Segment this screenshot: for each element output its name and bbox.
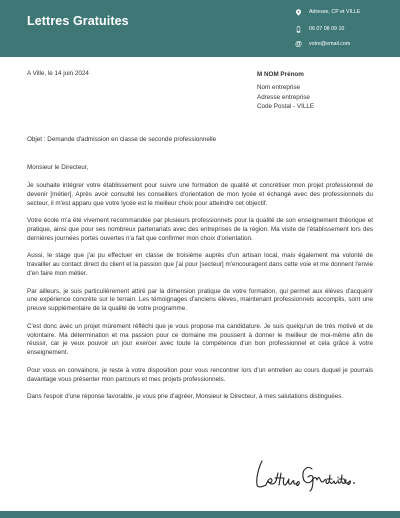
body-paragraph: Votre école m'a été vivement recommandée par plusieurs professionnels pour la qualité de son enseignement théorique et pratique, ainsi que pour ses nombreux partenariats avec des entreprises de la région. Ma visite de l'établissement lors des dernières journées portes ouvertes n'a fait que confirmer mon choix d'orientation. bbox=[27, 217, 373, 242]
body-paragraph: Aussi, le stage que j'ai pu effectuer en classe de troisième auprès d'un artisan local, mais également ma volonté de travailler au contact direct du client et la passion que j'ai pour [secteur] m'encouragent dans cette voie et me donnent l'envie d'en faire mon métier. bbox=[27, 252, 373, 277]
phone-icon bbox=[294, 25, 303, 34]
recipient-company: Nom entreprise bbox=[257, 84, 301, 92]
body-paragraph: C'est donc avec un projet mûrement réfléchi que je vous propose ma candidature. Je suis quelqu'un de très motivé et de volontaire. Ma détermination et ma passion pour ce domaine me poussent à donner le meilleur de moi-même afin de réussir, car je veux pouvoir un jour exercer avec toute la compétence d'un bon professionnel et cela grâce à votre enseignement. bbox=[27, 322, 373, 357]
contact-email bbox=[294, 39, 350, 49]
contact-phone bbox=[294, 24, 344, 34]
header-bar bbox=[0, 0, 400, 57]
location-pin-icon bbox=[294, 8, 303, 17]
recipient-address: Adresse entreprise bbox=[257, 93, 310, 101]
contact-phone-text: 06 07 08 09 10 bbox=[309, 26, 345, 32]
place-date: A Ville, le 14 juin 2024 bbox=[27, 70, 89, 77]
contact-address bbox=[294, 7, 360, 17]
handwritten-signature bbox=[250, 455, 360, 498]
at-sign-icon: @ bbox=[295, 40, 302, 48]
body-paragraph: Je souhaite intégrer votre établissement pour suivre une formation de qualité et concrétiser mon projet professionnel de devenir [métier]. Après avoir consulté les conseillers d'orientation de mon lycée et échangé avec des professionnels du secteur, il m'est apparu que votre lycée est le meilleur choix pour atteindre cet objectif. bbox=[27, 182, 373, 207]
body-paragraph: Pour vous en convaincre, je reste à votre disposition pour vous rencontrer lors d'un entretien au cours duquel je pourrais davantage vous présenter mon parcours et mes projets professionnels. bbox=[27, 366, 373, 383]
contact-address-text: Adresse, CP et VILLE bbox=[309, 9, 361, 15]
body-paragraph: Dans l'espoir d'une réponse favorable, je vous prie d'agréer, Monsieur le Directeur, à mes salutations distinguées. bbox=[27, 393, 344, 401]
recipient-block bbox=[257, 70, 314, 111]
footer-bar bbox=[0, 511, 400, 518]
letter-subject: Objet : Demande d'admission en classe de seconde professionnelle bbox=[27, 136, 217, 143]
recipient-name: M NOM Prénom bbox=[257, 71, 304, 78]
salutation: Monsieur le Directeur, bbox=[27, 164, 89, 171]
recipient-postal-city: Code Postal - VILLE bbox=[257, 102, 315, 110]
letter-body bbox=[27, 182, 373, 411]
body-paragraph: Par ailleurs, je suis particulièrement attiré par la dimension pratique de votre formation, qui permet aux élèves d'acquérir une expérience concrète sur le terrain. Les témoignages d'anciens élèves, maintenant professionnels accomplis, sont une preuve supplémentaire de la qualité de votre programme. bbox=[27, 287, 373, 313]
contact-email-text: votre@email.com bbox=[309, 41, 351, 47]
brand-title: Lettres Gratuites bbox=[27, 14, 129, 28]
